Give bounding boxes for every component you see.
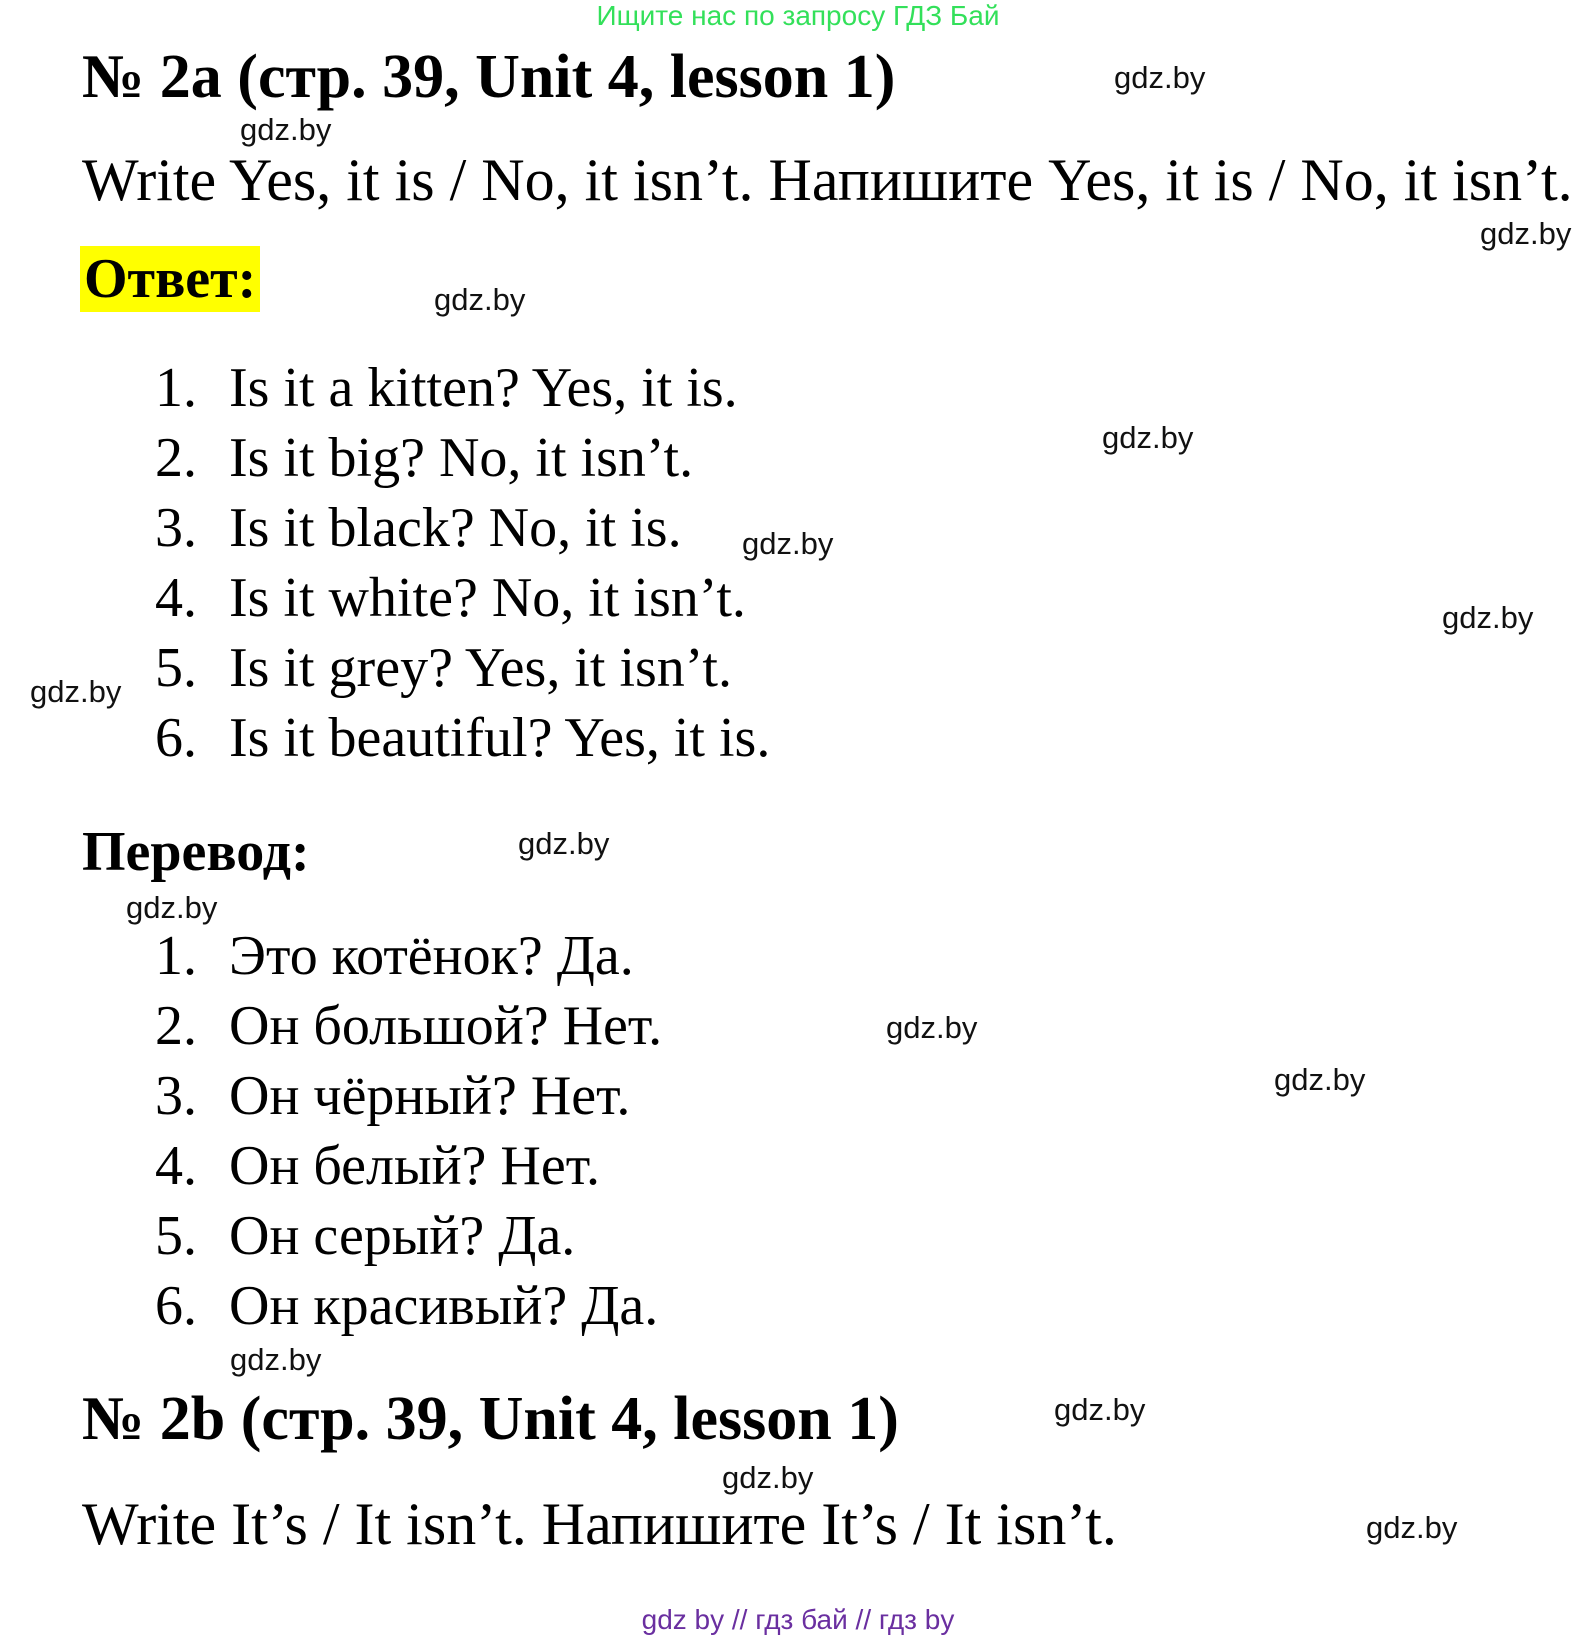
answer-text: Is it grey? Yes, it isn’t. — [229, 637, 732, 699]
task-b-title: № 2b (стр. 39, Unit 4, lesson 1) — [82, 1385, 899, 1453]
watermark: gdz.by — [1366, 1510, 1458, 1545]
answer-text: Is it beautiful? Yes, it is. — [229, 707, 771, 769]
watermark: gdz.by — [1054, 1392, 1146, 1427]
task-a-title: № 2a (стр. 39, Unit 4, lesson 1) — [82, 43, 896, 111]
watermark: gdz.by — [886, 1010, 978, 1045]
watermark: gdz.by — [722, 1460, 814, 1495]
watermark: gdz.by — [30, 674, 122, 709]
task-a-instruction: Write Yes, it is / No, it isn’t. Напишите Yes, it is / No, it isn’t. — [82, 147, 1573, 213]
translation-text: Он белый? Нет. — [229, 1135, 600, 1197]
watermark: gdz.by — [240, 112, 332, 147]
translation-text: Он серый? Да. — [229, 1205, 576, 1267]
watermark: gdz.by — [126, 890, 218, 925]
answer-text: Is it black? No, it is. — [229, 497, 682, 559]
top-banner: Ищите нас по запросу ГДЗ Бай — [596, 0, 1000, 31]
answer-item — [155, 426, 1055, 496]
answer-number: 3. — [155, 497, 197, 559]
watermark: gdz.by — [434, 282, 526, 317]
answer-item — [155, 566, 1055, 636]
translation-item — [155, 1064, 1055, 1134]
answer-number: 4. — [155, 567, 197, 629]
answer-number: 2. — [155, 427, 197, 489]
translation-number: 5. — [155, 1205, 197, 1267]
answer-item — [155, 496, 1055, 566]
translation-number: 2. — [155, 995, 197, 1057]
translation-item — [155, 1134, 1055, 1204]
footer-text: gdz by // гдз бай // гдз by — [641, 1604, 955, 1635]
watermark: gdz.by — [518, 826, 610, 861]
answer-number: 5. — [155, 637, 197, 699]
answer-number: 1. — [155, 357, 197, 419]
translation-item — [155, 1204, 1055, 1274]
watermark: gdz.by — [230, 1342, 322, 1377]
answer-label: Ответ: — [80, 246, 260, 312]
watermark: gdz.by — [1114, 60, 1206, 95]
translation-text: Это котёнок? Да. — [229, 925, 634, 987]
translation-item — [155, 1274, 1055, 1344]
translation-number: 1. — [155, 925, 197, 987]
watermark: gdz.by — [742, 526, 834, 561]
watermark: gdz.by — [1102, 420, 1194, 455]
watermark: gdz.by — [1480, 216, 1572, 251]
answer-text: Is it a kitten? Yes, it is. — [229, 357, 738, 419]
answer-item — [155, 356, 1055, 426]
answer-text: Is it white? No, it isn’t. — [229, 567, 746, 629]
translation-item — [155, 924, 1055, 994]
translation-number: 6. — [155, 1275, 197, 1337]
translation-text: Он чёрный? Нет. — [229, 1065, 631, 1127]
translation-number: 3. — [155, 1065, 197, 1127]
answer-item — [155, 636, 1055, 706]
answer-text: Is it big? No, it isn’t. — [229, 427, 694, 489]
translation-number: 4. — [155, 1135, 197, 1197]
watermark: gdz.by — [1442, 600, 1534, 635]
answer-item — [155, 706, 1055, 776]
translation-label: Перевод: — [82, 821, 310, 883]
watermark: gdz.by — [1274, 1062, 1366, 1097]
translation-text: Он большой? Нет. — [229, 995, 663, 1057]
translation-text: Он красивый? Да. — [229, 1275, 659, 1337]
answer-number: 6. — [155, 707, 197, 769]
task-b-instruction: Write It’s / It isn’t. Напишите It’s / It isn’t. — [82, 1491, 1117, 1557]
